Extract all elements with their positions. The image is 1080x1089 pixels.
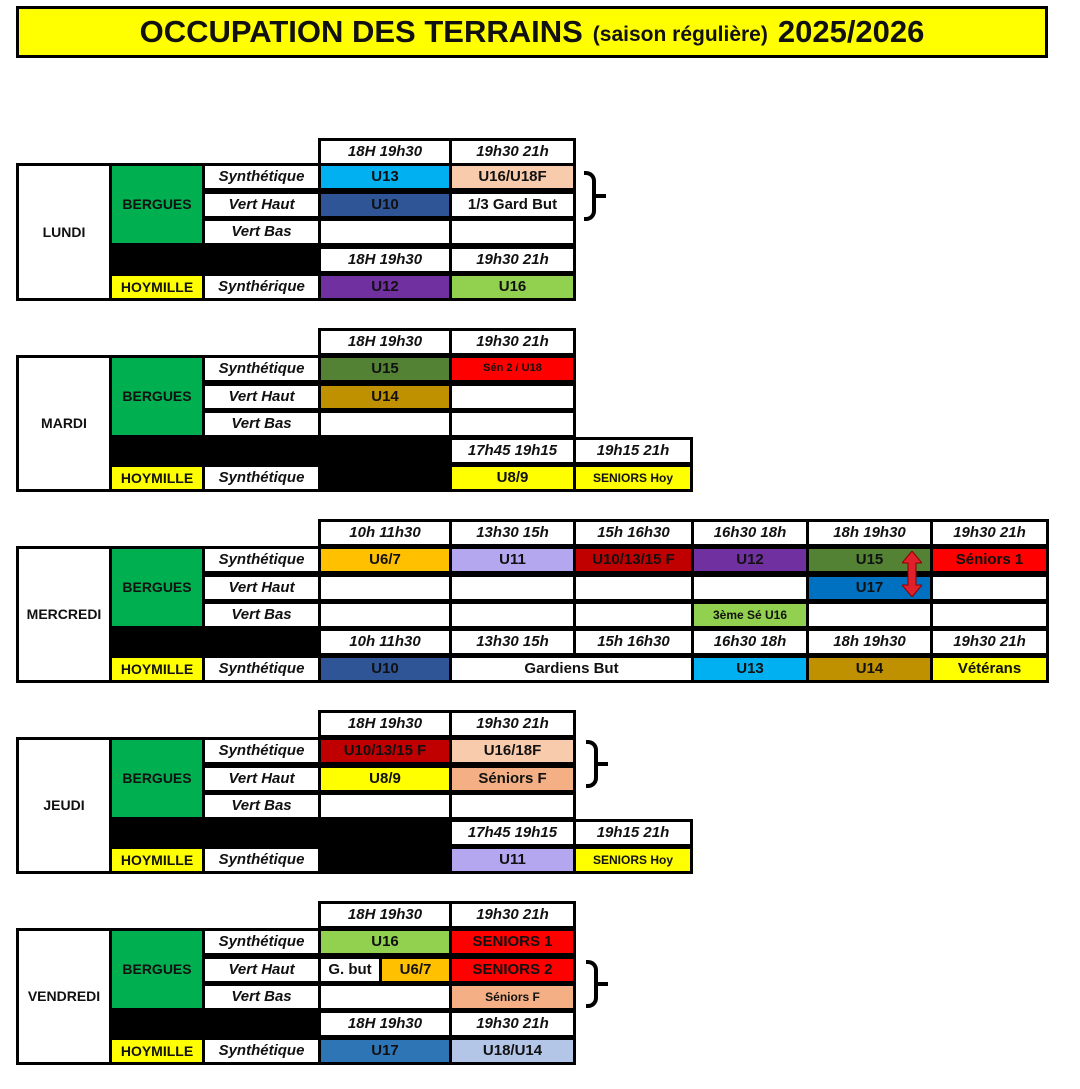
mercredi-vb-4: 3ème Sé U16	[691, 601, 809, 629]
lundi-hoy-2: U16	[449, 273, 576, 301]
mercredi-vh-5: U17	[806, 574, 933, 602]
lundi-hoy-time-2: 19h30 21h	[449, 246, 576, 274]
mercredi-hoy-3: U13	[691, 655, 809, 683]
mercredi-vb-5	[806, 601, 933, 629]
mercredi-time-2: 13h30 15h	[449, 519, 576, 547]
lundi-time-2: 19h30 21h	[449, 138, 576, 166]
jeudi-vb-1	[318, 792, 452, 820]
vendredi-hoy-time-1: 18H 19h30	[318, 1010, 452, 1038]
mercredi-field-vert-bas: Vert Bas	[202, 601, 321, 629]
lundi-time-1: 18H 19h30	[318, 138, 452, 166]
vendredi-time-2: 19h30 21h	[449, 901, 576, 929]
jeudi-brace	[586, 740, 598, 788]
mercredi-field-vert-haut: Vert Haut	[202, 574, 321, 602]
jeudi-hoy-1: U11	[449, 846, 576, 874]
mardi-black	[109, 437, 452, 465]
jeudi-hoymille: HOYMILLE	[109, 846, 205, 874]
jeudi-vb-2	[449, 792, 576, 820]
mardi-synth-2: Sén 2 / U18	[449, 355, 576, 383]
vendredi-hoy-time-2: 19h30 21h	[449, 1010, 576, 1038]
mercredi-vb-2	[449, 601, 576, 629]
vendredi-synth-2: SENIORS 1	[449, 928, 576, 956]
vendredi-vh-1b: U6/7	[379, 956, 452, 984]
mardi-field-vert-haut: Vert Haut	[202, 383, 321, 411]
jeudi-time-2: 19h30 21h	[449, 710, 576, 738]
vendredi-hoymille: HOYMILLE	[109, 1037, 205, 1065]
mercredi-time-5: 18h 19h30	[806, 519, 933, 547]
title-sub: (saison régulière)	[592, 23, 768, 46]
vendredi-hoy-field: Synthétique	[202, 1037, 321, 1065]
mercredi-synth-1: U6/7	[318, 546, 452, 574]
lundi-synth-1: U13	[318, 163, 452, 191]
title-main: OCCUPATION DES TERRAINS	[139, 14, 583, 49]
vendredi-vb-1	[318, 983, 452, 1011]
mardi-synth-1: U15	[318, 355, 452, 383]
lundi-black	[109, 246, 321, 274]
jeudi-black-2	[318, 846, 452, 874]
mardi-time-2: 19h30 21h	[449, 328, 576, 356]
mercredi-hoy-time-3: 15h 16h30	[573, 628, 694, 656]
jeudi-field-vert-haut: Vert Haut	[202, 765, 321, 793]
mercredi-vb-3	[573, 601, 694, 629]
mardi-hoy-time-1: 17h45 19h15	[449, 437, 576, 465]
jeudi-field-vert-bas: Vert Bas	[202, 792, 321, 820]
mardi-black-2	[318, 464, 452, 492]
mardi-hoymille: HOYMILLE	[109, 464, 205, 492]
lundi-vh-2: 1/3 Gard But	[449, 191, 576, 219]
vendredi-field-vert-bas: Vert Bas	[202, 983, 321, 1011]
mercredi-synth-4: U12	[691, 546, 809, 574]
jeudi-time-1: 18H 19h30	[318, 710, 452, 738]
mercredi-hoy-time-5: 18h 19h30	[806, 628, 933, 656]
mardi-vh-2	[449, 383, 576, 411]
jeudi-hoy-2: SENIORS Hoy	[573, 846, 693, 874]
mardi-hoy-field: Synthétique	[202, 464, 321, 492]
jeudi-synth-1: U10/13/15 F	[318, 737, 452, 765]
mercredi-hoy-5: Vétérans	[930, 655, 1049, 683]
lundi-bergues: BERGUES	[109, 163, 205, 246]
jeudi-field-synth: Synthétique	[202, 737, 321, 765]
mardi-day: MARDI	[16, 355, 112, 492]
mercredi-vh-3	[573, 574, 694, 602]
mercredi-time-1: 10h 11h30	[318, 519, 452, 547]
vendredi-brace	[586, 960, 598, 1008]
jeudi-black	[109, 819, 452, 847]
mercredi-synth-5: U15	[806, 546, 933, 574]
mercredi-hoy-time-2: 13h30 15h	[449, 628, 576, 656]
mercredi-synth-3: U10/13/15 F	[573, 546, 694, 574]
lundi-hoy-field: Synthérique	[202, 273, 321, 301]
page-title	[16, 6, 1048, 58]
lundi-field-vert-bas: Vert Bas	[202, 218, 321, 246]
mardi-bergues: BERGUES	[109, 355, 205, 438]
mercredi-hoymille: HOYMILLE	[109, 655, 205, 683]
mercredi-vb-1	[318, 601, 452, 629]
mercredi-bergues: BERGUES	[109, 546, 205, 629]
jeudi-hoy-time-2: 19h15 21h	[573, 819, 693, 847]
mercredi-field-synth: Synthétique	[202, 546, 321, 574]
mardi-vb-2	[449, 410, 576, 438]
mercredi-vh-4	[691, 574, 809, 602]
lundi-vh-1: U10	[318, 191, 452, 219]
mercredi-day: MERCREDI	[16, 546, 112, 683]
jeudi-day: JEUDI	[16, 737, 112, 874]
mercredi-hoy-1: U10	[318, 655, 452, 683]
jeudi-hoy-field: Synthétique	[202, 846, 321, 874]
mercredi-hoy-time-1: 10h 11h30	[318, 628, 452, 656]
mercredi-synth-6: Séniors 1	[930, 546, 1049, 574]
mercredi-time-6: 19h30 21h	[930, 519, 1049, 547]
vendredi-day: VENDREDI	[16, 928, 112, 1065]
jeudi-hoy-time-1: 17h45 19h15	[449, 819, 576, 847]
vendredi-black	[109, 1010, 321, 1038]
mercredi-time-4: 16h30 18h	[691, 519, 809, 547]
mardi-time-1: 18H 19h30	[318, 328, 452, 356]
title-season: 2025/2026	[777, 14, 925, 49]
vendredi-vh-1a: G. but	[318, 956, 382, 984]
mercredi-hoy-field: Synthétique	[202, 655, 321, 683]
mercredi-hoy-2: Gardiens But	[449, 655, 694, 683]
mercredi-vh-1	[318, 574, 452, 602]
lundi-hoy-time-1: 18H 19h30	[318, 246, 452, 274]
lundi-hoymille: HOYMILLE	[109, 273, 205, 301]
mercredi-synth-2: U11	[449, 546, 576, 574]
jeudi-vh-2: Séniors F	[449, 765, 576, 793]
lundi-day: LUNDI	[16, 163, 112, 301]
mardi-vb-1	[318, 410, 452, 438]
vendredi-field-synth: Synthétique	[202, 928, 321, 956]
double-arrow-icon	[902, 551, 922, 597]
lundi-hoy-1: U12	[318, 273, 452, 301]
jeudi-bergues: BERGUES	[109, 737, 205, 820]
vendredi-synth-1: U16	[318, 928, 452, 956]
mardi-field-vert-bas: Vert Bas	[202, 410, 321, 438]
mercredi-hoy-4: U14	[806, 655, 933, 683]
mardi-hoy-1: U8/9	[449, 464, 576, 492]
vendredi-time-1: 18H 19h30	[318, 901, 452, 929]
mercredi-hoy-time-6: 19h30 21h	[930, 628, 1049, 656]
lundi-vb-2	[449, 218, 576, 246]
mercredi-time-3: 15h 16h30	[573, 519, 694, 547]
lundi-field-vert-haut: Vert Haut	[202, 191, 321, 219]
mercredi-vh-6	[930, 574, 1049, 602]
vendredi-bergues: BERGUES	[109, 928, 205, 1011]
jeudi-synth-2: U16/18F	[449, 737, 576, 765]
mardi-vh-1: U14	[318, 383, 452, 411]
mardi-field-synth: Synthétique	[202, 355, 321, 383]
vendredi-vb-2: Séniors F	[449, 983, 576, 1011]
mardi-hoy-time-2: 19h15 21h	[573, 437, 693, 465]
vendredi-hoy-1: U17	[318, 1037, 452, 1065]
vendredi-hoy-2: U18/U14	[449, 1037, 576, 1065]
lundi-field-synth: Synthétique	[202, 163, 321, 191]
vendredi-field-vert-haut: Vert Haut	[202, 956, 321, 984]
lundi-vb-1	[318, 218, 452, 246]
mardi-hoy-2: SENIORS Hoy	[573, 464, 693, 492]
mercredi-black	[109, 628, 321, 656]
mercredi-vh-2	[449, 574, 576, 602]
mercredi-vb-6	[930, 601, 1049, 629]
jeudi-vh-1: U8/9	[318, 765, 452, 793]
mercredi-hoy-time-4: 16h30 18h	[691, 628, 809, 656]
vendredi-vh-2: SENIORS 2	[449, 956, 576, 984]
lundi-synth-2: U16/U18F	[449, 163, 576, 191]
lundi-brace	[584, 171, 596, 221]
